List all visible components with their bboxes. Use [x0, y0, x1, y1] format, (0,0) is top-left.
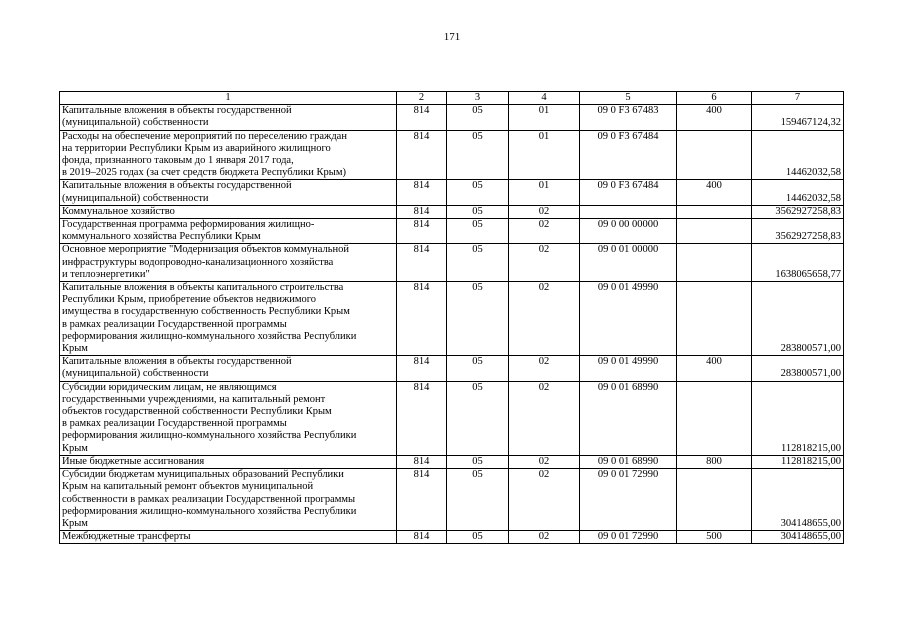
item-name-cell: Капитальные вложения в объекты капитального строительства Республики Крым, приобретение объектов недвижимого имущества в государственную собственность Республики Крым в рамках реализации Государственной программы реформирования жилищно-коммунального хозяйства Республики Крым: [60, 282, 397, 356]
section-code-cell: 05: [447, 180, 509, 205]
item-name-cell: Субсидии бюджетам муниципальных образований Республики Крым на капитальный ремонт объектов муниципальной собственности в рамках реализации Государственной программы реформирования жилищно-коммунального хозяйства Республики Крым: [60, 469, 397, 531]
expense-type-cell: [677, 219, 752, 244]
table-row: [60, 219, 844, 244]
table-header-row: [60, 92, 844, 105]
subsection-code-cell: 02: [509, 531, 580, 544]
section-code-cell: 05: [447, 105, 509, 130]
expense-type-cell: [677, 244, 752, 282]
grbs-code-cell: 814: [397, 130, 447, 180]
target-article-cell: 09 0 01 68990: [580, 455, 677, 468]
header-cell: 3: [447, 92, 509, 105]
amount-cell: 283800571,00: [752, 356, 844, 381]
header-cell: 5: [580, 92, 677, 105]
amount-cell: 112818215,00: [752, 381, 844, 455]
expense-type-cell: [677, 282, 752, 356]
grbs-code-cell: 814: [397, 282, 447, 356]
expense-type-cell: [677, 130, 752, 180]
expense-type-cell: 400: [677, 105, 752, 130]
section-code-cell: 05: [447, 244, 509, 282]
section-code-cell: 05: [447, 205, 509, 218]
item-name-cell: Капитальные вложения в объекты государственной (муниципальной) собственности: [60, 356, 397, 381]
target-article-cell: 09 0 00 00000: [580, 219, 677, 244]
section-code-cell: 05: [447, 455, 509, 468]
grbs-code-cell: 814: [397, 455, 447, 468]
amount-cell: 1638065658,77: [752, 244, 844, 282]
section-code-cell: 05: [447, 469, 509, 531]
target-article-cell: 09 0 F3 67484: [580, 130, 677, 180]
item-name-cell: Субсидии юридическим лицам, не являющимся государственными учреждениями, на капитальный ремонт объектов государственной собственности Республики Крым в рамках реализации Государственной программы реформирования жилищно-коммунального хозяйства Республики Крым: [60, 381, 397, 455]
subsection-code-cell: 01: [509, 105, 580, 130]
item-name-cell: Основное мероприятие "Модернизация объектов коммунальной инфраструктуры водопроводно-канализационного хозяйства и теплоэнергетики": [60, 244, 397, 282]
subsection-code-cell: 02: [509, 205, 580, 218]
item-name-cell: Государственная программа реформирования жилищно- коммунального хозяйства Республики Крым: [60, 219, 397, 244]
header-cell: 4: [509, 92, 580, 105]
grbs-code-cell: 814: [397, 356, 447, 381]
subsection-code-cell: 02: [509, 455, 580, 468]
target-article-cell: 09 0 01 72990: [580, 531, 677, 544]
table-row: [60, 180, 844, 205]
subsection-code-cell: 02: [509, 469, 580, 531]
expense-type-cell: 400: [677, 180, 752, 205]
subsection-code-cell: 02: [509, 282, 580, 356]
subsection-code-cell: 02: [509, 219, 580, 244]
table-row: [60, 130, 844, 180]
table-row: [60, 205, 844, 218]
item-name-cell: Капитальные вложения в объекты государственной (муниципальной) собственности: [60, 105, 397, 130]
page-number: 171: [443, 31, 461, 43]
expense-type-cell: 400: [677, 356, 752, 381]
table-row: [60, 455, 844, 468]
subsection-code-cell: 02: [509, 244, 580, 282]
table-row: [60, 282, 844, 356]
amount-cell: 283800571,00: [752, 282, 844, 356]
grbs-code-cell: 814: [397, 469, 447, 531]
subsection-code-cell: 01: [509, 180, 580, 205]
item-name-cell: Капитальные вложения в объекты государственной (муниципальной) собственности: [60, 180, 397, 205]
table-row: [60, 381, 844, 455]
amount-cell: 112818215,00: [752, 455, 844, 468]
expense-type-cell: 500: [677, 531, 752, 544]
amount-cell: 3562927258,83: [752, 205, 844, 218]
target-article-cell: 09 0 01 49990: [580, 282, 677, 356]
expense-type-cell: [677, 469, 752, 531]
header-cell: 6: [677, 92, 752, 105]
subsection-code-cell: 01: [509, 130, 580, 180]
amount-cell: 14462032,58: [752, 130, 844, 180]
item-name-cell: Иные бюджетные ассигнования: [60, 455, 397, 468]
target-article-cell: 09 0 01 68990: [580, 381, 677, 455]
grbs-code-cell: 814: [397, 531, 447, 544]
grbs-code-cell: 814: [397, 244, 447, 282]
amount-cell: 159467124,32: [752, 105, 844, 130]
target-article-cell: 09 0 F3 67484: [580, 180, 677, 205]
target-article-cell: 09 0 F3 67483: [580, 105, 677, 130]
table-row: [60, 105, 844, 130]
grbs-code-cell: 814: [397, 219, 447, 244]
amount-cell: 3562927258,83: [752, 219, 844, 244]
header-cell: 2: [397, 92, 447, 105]
section-code-cell: 05: [447, 282, 509, 356]
table-row: [60, 469, 844, 531]
amount-cell: 304148655,00: [752, 469, 844, 531]
item-name-cell: Межбюджетные трансферты: [60, 531, 397, 544]
amount-cell: 304148655,00: [752, 531, 844, 544]
target-article-cell: 09 0 01 49990: [580, 356, 677, 381]
header-cell: 1: [60, 92, 397, 105]
section-code-cell: 05: [447, 531, 509, 544]
subsection-code-cell: 02: [509, 356, 580, 381]
expense-type-cell: [677, 381, 752, 455]
expense-type-cell: 800: [677, 455, 752, 468]
section-code-cell: 05: [447, 130, 509, 180]
table-row: [60, 356, 844, 381]
section-code-cell: 05: [447, 219, 509, 244]
section-code-cell: 05: [447, 381, 509, 455]
table-row: [60, 531, 844, 544]
amount-cell: 14462032,58: [752, 180, 844, 205]
section-code-cell: 05: [447, 356, 509, 381]
table-row: [60, 244, 844, 282]
item-name-cell: Коммунальное хозяйство: [60, 205, 397, 218]
target-article-cell: 09 0 01 00000: [580, 244, 677, 282]
budget-table: [59, 91, 844, 544]
item-name-cell: Расходы на обеспечение мероприятий по переселению граждан на территории Республики Крым из аварийного жилищного фонда, признанного таковым до 1 января 2017 года, в 2019–2025 годах (за счет средств бюджета Республики Крым): [60, 130, 397, 180]
target-article-cell: [580, 205, 677, 218]
target-article-cell: 09 0 01 72990: [580, 469, 677, 531]
grbs-code-cell: 814: [397, 105, 447, 130]
grbs-code-cell: 814: [397, 381, 447, 455]
grbs-code-cell: 814: [397, 180, 447, 205]
subsection-code-cell: 02: [509, 381, 580, 455]
grbs-code-cell: 814: [397, 205, 447, 218]
expense-type-cell: [677, 205, 752, 218]
header-cell: 7: [752, 92, 844, 105]
